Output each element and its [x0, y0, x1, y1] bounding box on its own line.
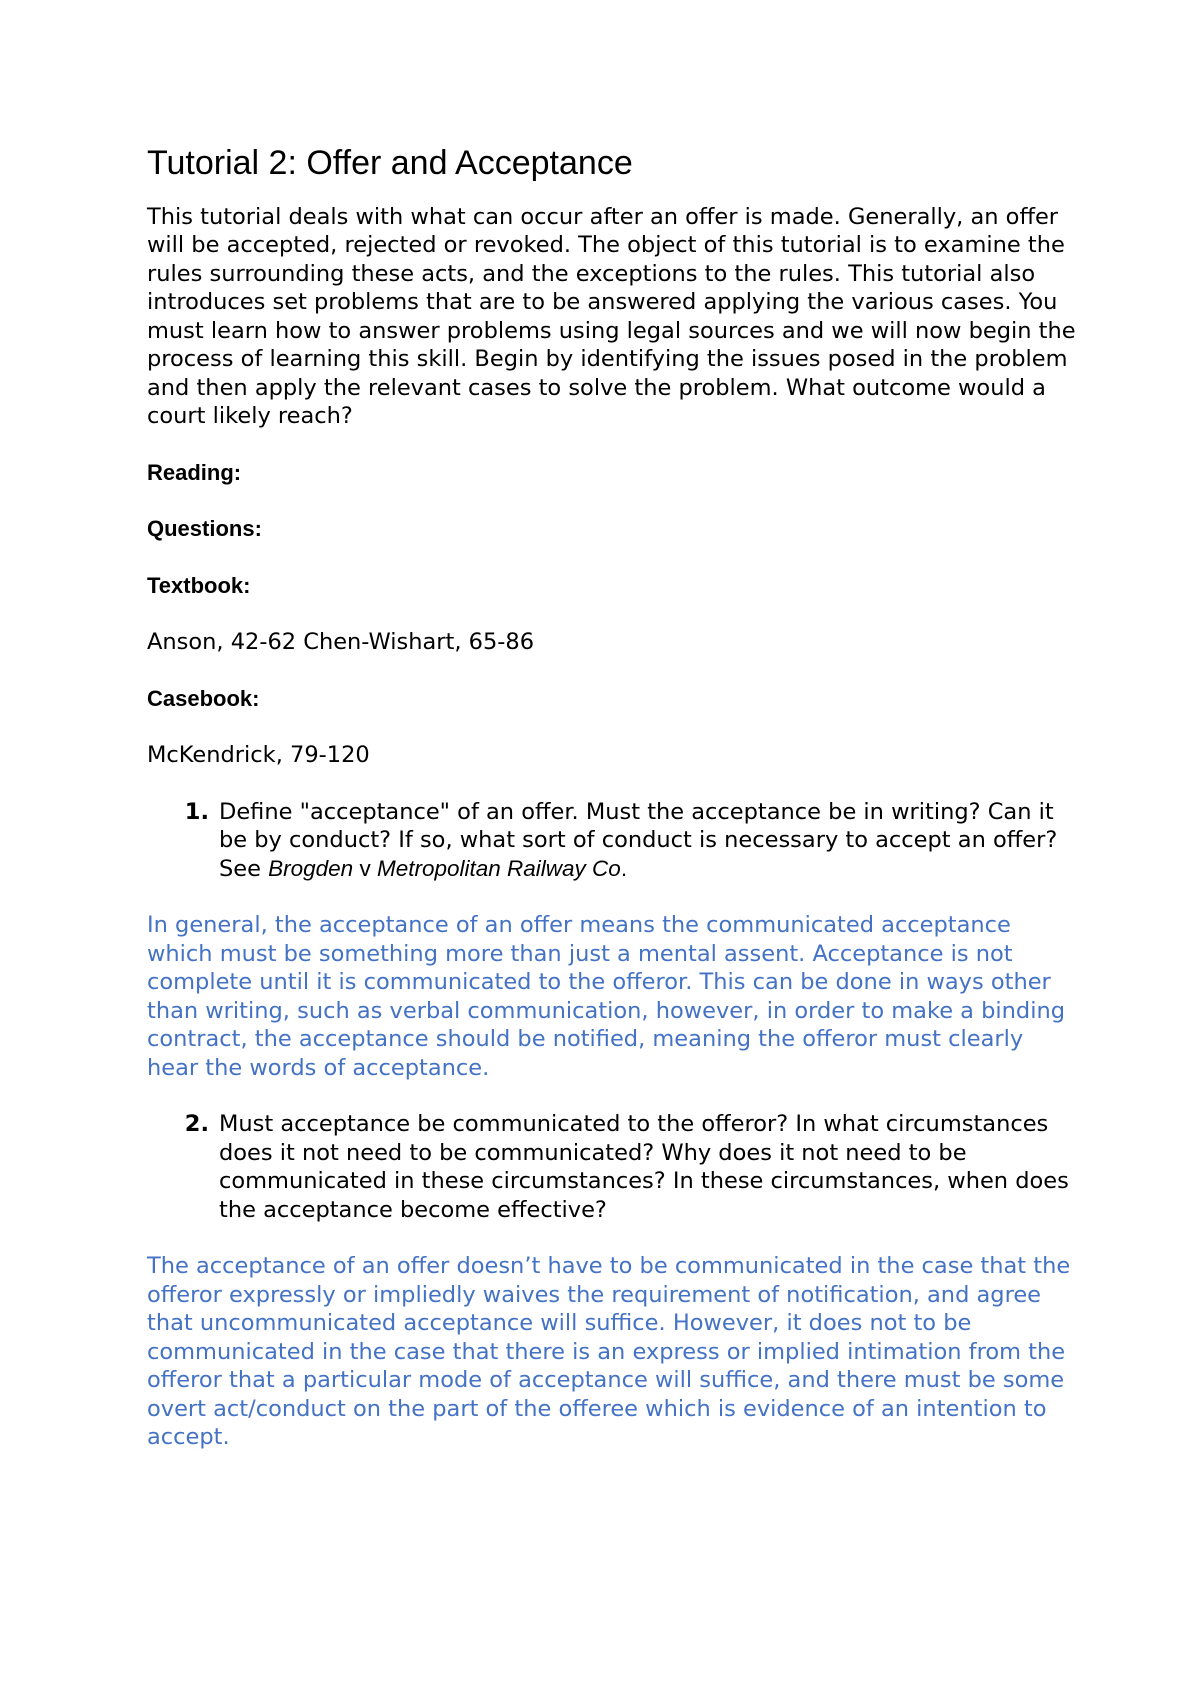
textbook-label: Textbook: [147, 572, 251, 598]
case-name-brogden: Brogden [268, 855, 354, 881]
question-number: 2. [184, 1111, 209, 1137]
intro-paragraph: This tutorial deals with what can occur after an offer is made. Generally, an offer will be accepted, rejected or revoked. The object of this tutorial is to examine the rules surrounding these acts, and the exceptions to the rules. This tutorial also introduces set problems that are to be answered applying the various cases. You must learn how to answer problems using legal sources and we will now begin the process of learning this skill. Begin by identifying the issues posed in the problem and then apply the relevant cases to solve the problem. What outcome would a court likely reach? [147, 203, 1076, 429]
case-name-metropolitan-railway: Metropolitan Railway Co [376, 855, 621, 881]
page-title: Tutorial 2: Offer and Acceptance [147, 144, 633, 182]
question-number: 1. [184, 798, 209, 825]
textbook-references: Anson, 42-62 Chen-Wishart, 65-86 [147, 629, 535, 655]
answer-2: The acceptance of an offer doesn’t have to be communicated in the case that the offeror expressly or impliedly waives the requirement of notification, and agree that uncommunicated acceptance will suffice. However, it does not to be communicated in the case that there is an express or implied intimation from the offeror that a particular mode of acceptance will suffice, and there must be some overt act/conduct on the part of the offeree which is evidence of an intention to accept. [147, 1253, 1071, 1450]
case-versus: v [353, 855, 377, 881]
casebook-label: Casebook: [147, 685, 260, 711]
question-text: Must acceptance be communicated to the offeror? In what circumstances does it not need to be communicated? Why does it not need to be communicated in these circumstances? In these circumstances, when does the acceptance become effective? [219, 1111, 1069, 1223]
question-1 [147, 798, 1077, 884]
questions-label: Questions: [147, 516, 262, 541]
casebook-references: McKendrick, 79-120 [147, 742, 370, 768]
answer-1: In general, the acceptance of an offer means the communicated acceptance which must be something more than just a mental assent. Acceptance is not complete until it is communicated to the offeror. This can be done in ways other than writing, such as verbal communication, however, in order to make a binding contract, the acceptance should be notified, meaning the offeror must clearly hear the words of acceptance. [147, 912, 1065, 1081]
document-page [147, 142, 1077, 1452]
reading-label: Reading: [147, 459, 242, 485]
question-tail: . [620, 855, 628, 881]
question-text [219, 798, 1077, 884]
question-2 [147, 1110, 1077, 1224]
question-body: Define "acceptance" of an offer. Must the acceptance be in writing? Can it be by conduct? If so, what sort of conduct is necessary to accept an offer? See [219, 798, 1058, 882]
